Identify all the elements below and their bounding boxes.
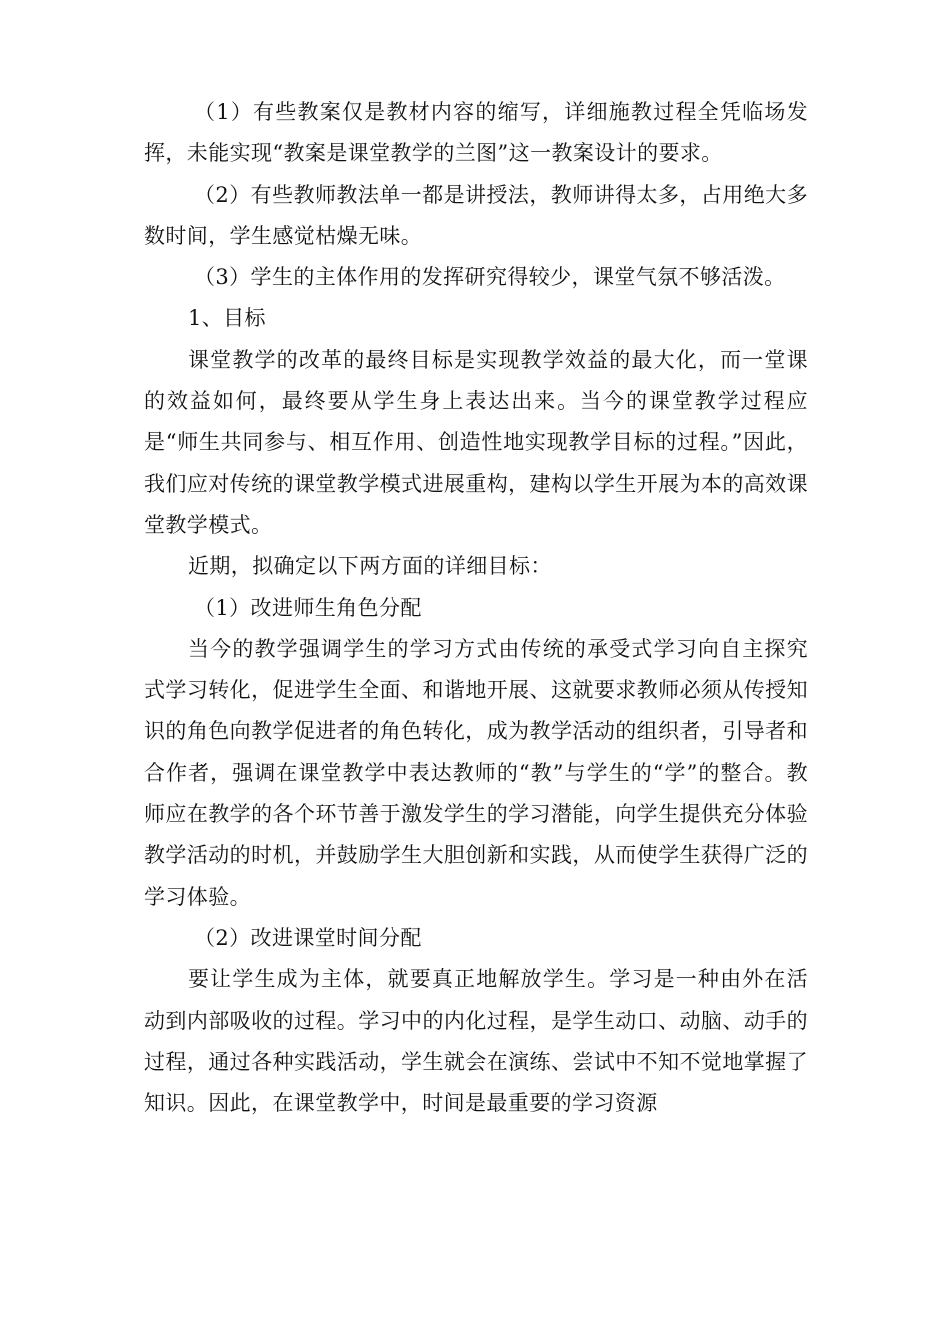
section-heading-goal: 1、目标 xyxy=(188,306,266,331)
paragraph-time-allocation: 要让学生成为主体，就要真正地解放学生。学习是一种由外在活动到内部吸收的过程。学习中的内化过程，是学生动口、动脑、动手的过程，通过各种实践活动，学生就会在演练、尝试中不知不觉地掌握了知识。因此，在课堂教学中，时间是最重要的学习资源 xyxy=(144,967,808,1116)
paragraph-issue-1: （1）有些教案仅是教材内容的缩写，详细施教过程全凭临场发挥，未能实现“教案是课堂教学的兰图”这一教案设计的要求。 xyxy=(144,100,808,166)
subheading-role-allocation: （1）改进师生角色分配 xyxy=(194,595,422,620)
paragraph-role-allocation: 当今的教学强调学生的学习方式由传统的承受式学习向自主探究式学习转化，促进学生全面、和谐地开展、这就要求教师必须从传授知识的角色向教学促进者的角色转化，成为教学活动的组织者，引导者和合作者，强调在课堂教学中表达教师的“教”与学生的“学”的整合。教师应在教学的各个环节善于激发学生的学习潜能，向学生提供充分体验教学活动的时机，并鼓励学生大胆创新和实践，从而使学生获得广泛的学习体验。 xyxy=(144,636,808,909)
paragraph-issue-3: （3）学生的主体作用的发挥研究得较少，课堂气氛不够活泼。 xyxy=(194,265,786,290)
paragraph-goal-intro: 课堂教学的改革的最终目标是实现教学效益的最大化，而一堂课的效益如何，最终要从学生身上表达出来。当今的课堂教学过程应是“师生共同参与、相互作用、创造性地实现教学目标的过程。”因此，我们应对传统的课堂教学模式进展重构，建构以学生开展为本的高效课堂教学模式。 xyxy=(144,347,808,537)
paragraph-near-term-goals: 近期，拟确定以下两方面的详细目标： xyxy=(188,554,552,579)
paragraph-issue-2: （2）有些教师教法单一都是讲授法，教师讲得太多，占用绝大多数时间，学生感觉枯燥无味。 xyxy=(144,182,808,248)
subheading-time-allocation: （2）改进课堂时间分配 xyxy=(194,925,422,950)
document-body xyxy=(144,92,808,1124)
